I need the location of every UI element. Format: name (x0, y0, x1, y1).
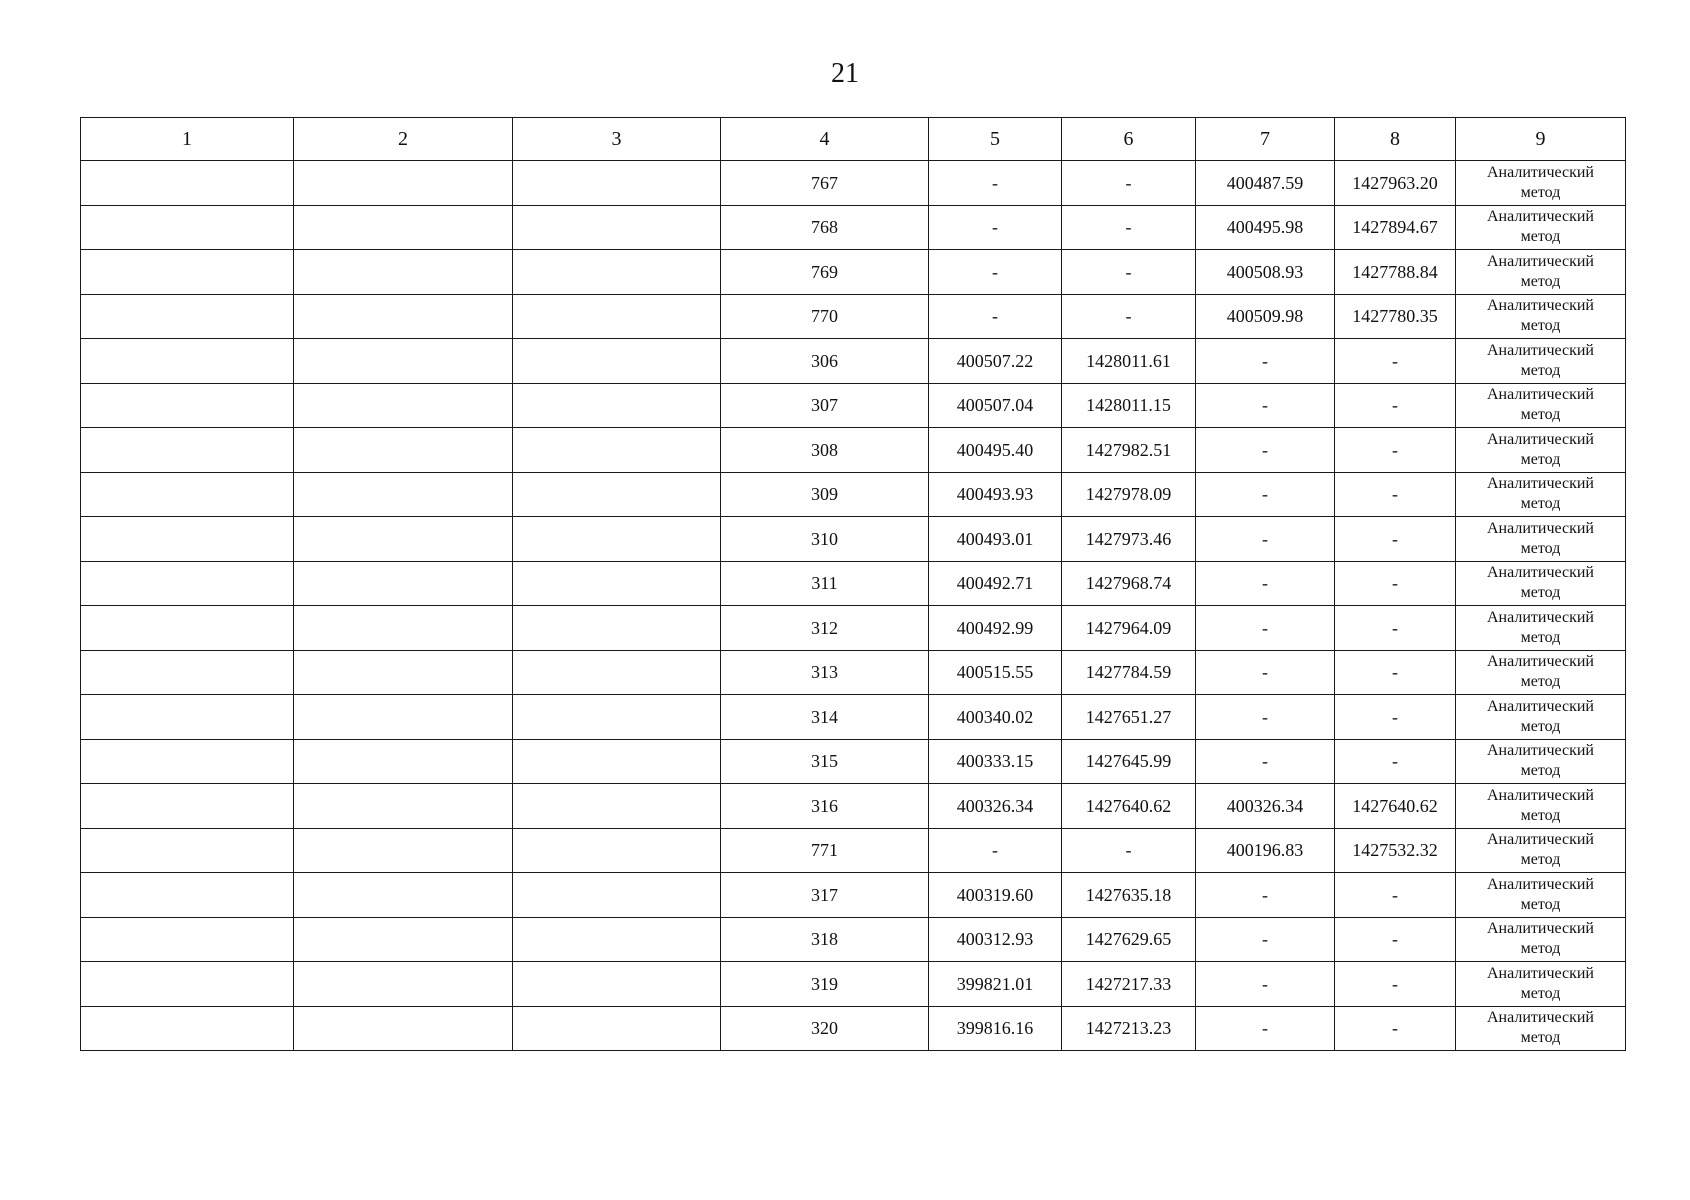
cell-y-new: - (1335, 962, 1456, 1007)
cell-col-3 (513, 383, 721, 428)
cell-y-old: 1428011.15 (1062, 383, 1196, 428)
cell-x-old: 400493.01 (929, 517, 1062, 562)
cell-point-number: 314 (721, 695, 929, 740)
cell-col-3 (513, 161, 721, 206)
cell-col-1 (81, 784, 294, 829)
cell-col-1 (81, 517, 294, 562)
cell-point-number: 317 (721, 873, 929, 918)
cell-x-new: - (1196, 873, 1335, 918)
cell-col-3 (513, 1006, 721, 1051)
cell-y-new: - (1335, 695, 1456, 740)
cell-x-old: 400507.22 (929, 339, 1062, 384)
cell-y-old: - (1062, 161, 1196, 206)
cell-y-new: - (1335, 1006, 1456, 1051)
cell-y-new: 1427532.32 (1335, 828, 1456, 873)
table-row (81, 828, 1626, 873)
cell-y-new: - (1335, 561, 1456, 606)
table-row (81, 428, 1626, 473)
cell-col-1 (81, 250, 294, 295)
method-text: Аналитический метод (1486, 742, 1594, 780)
cell-point-number: 767 (721, 161, 929, 206)
cell-x-new: 400495.98 (1196, 205, 1335, 250)
table-row (81, 650, 1626, 695)
cell-col-2 (294, 383, 513, 428)
cell-col-1 (81, 339, 294, 384)
cell-x-old: - (929, 250, 1062, 295)
cell-y-old: 1427784.59 (1062, 650, 1196, 695)
table-row (81, 517, 1626, 562)
cell-x-new: - (1196, 917, 1335, 962)
cell-x-old: 400495.40 (929, 428, 1062, 473)
cell-y-new: - (1335, 428, 1456, 473)
method-text: Аналитический метод (1486, 519, 1594, 557)
cell-col-3 (513, 517, 721, 562)
cell-y-new: 1427780.35 (1335, 294, 1456, 339)
cell-col-2 (294, 561, 513, 606)
cell-point-number: 770 (721, 294, 929, 339)
cell-x-new: - (1196, 561, 1335, 606)
method-text: Аналитический метод (1486, 430, 1594, 468)
cell-col-3 (513, 205, 721, 250)
cell-col-1 (81, 383, 294, 428)
cell-y-new: 1427963.20 (1335, 161, 1456, 206)
cell-x-old: 400312.93 (929, 917, 1062, 962)
cell-col-2 (294, 250, 513, 295)
cell-y-new: - (1335, 472, 1456, 517)
cell-y-old: 1427645.99 (1062, 739, 1196, 784)
cell-col-1 (81, 428, 294, 473)
cell-y-old: 1427964.09 (1062, 606, 1196, 651)
method-text: Аналитический метод (1486, 208, 1594, 246)
cell-col-1 (81, 561, 294, 606)
cell-col-2 (294, 695, 513, 740)
cell-method (1456, 739, 1626, 784)
cell-col-2 (294, 161, 513, 206)
cell-x-new: - (1196, 383, 1335, 428)
cell-method (1456, 1006, 1626, 1051)
cell-method (1456, 339, 1626, 384)
cell-x-new: - (1196, 428, 1335, 473)
column-header: 3 (513, 118, 721, 161)
cell-x-new: - (1196, 695, 1335, 740)
table-row (81, 561, 1626, 606)
cell-col-1 (81, 828, 294, 873)
table-row (81, 739, 1626, 784)
cell-y-old: 1427629.65 (1062, 917, 1196, 962)
method-text: Аналитический метод (1486, 475, 1594, 513)
cell-y-old: 1427640.62 (1062, 784, 1196, 829)
cell-x-new: 400196.83 (1196, 828, 1335, 873)
cell-col-3 (513, 917, 721, 962)
cell-y-new: - (1335, 606, 1456, 651)
cell-col-3 (513, 428, 721, 473)
method-text: Аналитический метод (1486, 920, 1594, 958)
cell-y-old: 1427968.74 (1062, 561, 1196, 606)
header-row (81, 118, 1626, 161)
cell-point-number: 320 (721, 1006, 929, 1051)
cell-col-3 (513, 339, 721, 384)
cell-y-old: - (1062, 294, 1196, 339)
page-number: 21 (831, 58, 859, 89)
column-header: 2 (294, 118, 513, 161)
cell-x-new: - (1196, 339, 1335, 384)
cell-col-1 (81, 962, 294, 1007)
cell-method (1456, 250, 1626, 295)
cell-x-old: 400515.55 (929, 650, 1062, 695)
cell-col-3 (513, 294, 721, 339)
cell-col-2 (294, 1006, 513, 1051)
cell-point-number: 319 (721, 962, 929, 1007)
cell-y-new: - (1335, 383, 1456, 428)
cell-col-1 (81, 650, 294, 695)
method-text: Аналитический метод (1486, 297, 1594, 335)
cell-y-old: 1427217.33 (1062, 962, 1196, 1007)
cell-x-new: - (1196, 517, 1335, 562)
cell-method (1456, 962, 1626, 1007)
cell-y-old: 1427651.27 (1062, 695, 1196, 740)
cell-col-1 (81, 161, 294, 206)
cell-y-new: - (1335, 517, 1456, 562)
table-row (81, 917, 1626, 962)
cell-x-old: - (929, 294, 1062, 339)
coordinates-table (80, 117, 1626, 1051)
method-text: Аналитический метод (1486, 341, 1594, 379)
cell-col-3 (513, 962, 721, 1007)
cell-method (1456, 828, 1626, 873)
cell-y-new: 1427894.67 (1335, 205, 1456, 250)
cell-point-number: 315 (721, 739, 929, 784)
cell-y-old: - (1062, 828, 1196, 873)
method-text: Аналитический метод (1486, 1009, 1594, 1047)
cell-col-1 (81, 472, 294, 517)
cell-x-new: - (1196, 739, 1335, 784)
cell-col-3 (513, 695, 721, 740)
table-row (81, 472, 1626, 517)
cell-method (1456, 606, 1626, 651)
cell-y-new: - (1335, 739, 1456, 784)
method-text: Аналитический метод (1486, 697, 1594, 735)
method-text: Аналитический метод (1486, 831, 1594, 869)
cell-col-1 (81, 294, 294, 339)
table-row (81, 294, 1626, 339)
cell-point-number: 306 (721, 339, 929, 384)
cell-y-old: - (1062, 205, 1196, 250)
cell-col-1 (81, 695, 294, 740)
table-row (81, 383, 1626, 428)
table-row (81, 250, 1626, 295)
table-header (81, 118, 1626, 161)
cell-x-old: 400333.15 (929, 739, 1062, 784)
cell-point-number: 310 (721, 517, 929, 562)
table-row (81, 784, 1626, 829)
cell-col-2 (294, 606, 513, 651)
cell-method (1456, 161, 1626, 206)
cell-method (1456, 205, 1626, 250)
cell-method (1456, 561, 1626, 606)
cell-x-old: - (929, 161, 1062, 206)
cell-x-new: - (1196, 1006, 1335, 1051)
method-text: Аналитический метод (1486, 252, 1594, 290)
table-row (81, 205, 1626, 250)
cell-col-1 (81, 1006, 294, 1051)
table-row (81, 695, 1626, 740)
cell-point-number: 308 (721, 428, 929, 473)
cell-method (1456, 294, 1626, 339)
table-row (81, 1006, 1626, 1051)
cell-point-number: 313 (721, 650, 929, 695)
cell-col-2 (294, 339, 513, 384)
cell-point-number: 768 (721, 205, 929, 250)
cell-col-3 (513, 650, 721, 695)
method-text: Аналитический метод (1486, 875, 1594, 913)
cell-col-2 (294, 650, 513, 695)
cell-x-old: - (929, 828, 1062, 873)
cell-x-new: 400508.93 (1196, 250, 1335, 295)
cell-x-old: 400340.02 (929, 695, 1062, 740)
column-header: 8 (1335, 118, 1456, 161)
cell-x-new: 400487.59 (1196, 161, 1335, 206)
cell-y-old: 1428011.61 (1062, 339, 1196, 384)
cell-col-2 (294, 294, 513, 339)
cell-method (1456, 695, 1626, 740)
cell-method (1456, 517, 1626, 562)
cell-point-number: 311 (721, 561, 929, 606)
cell-col-1 (81, 205, 294, 250)
cell-col-3 (513, 472, 721, 517)
cell-y-new: 1427640.62 (1335, 784, 1456, 829)
column-header: 4 (721, 118, 929, 161)
cell-x-old: 400326.34 (929, 784, 1062, 829)
cell-col-2 (294, 784, 513, 829)
cell-y-old: - (1062, 250, 1196, 295)
cell-col-2 (294, 917, 513, 962)
cell-col-3 (513, 828, 721, 873)
column-header: 1 (81, 118, 294, 161)
cell-x-old: 400492.99 (929, 606, 1062, 651)
cell-y-old: 1427973.46 (1062, 517, 1196, 562)
cell-x-new: - (1196, 650, 1335, 695)
cell-col-2 (294, 828, 513, 873)
cell-point-number: 769 (721, 250, 929, 295)
cell-y-old: 1427635.18 (1062, 873, 1196, 918)
cell-method (1456, 873, 1626, 918)
cell-x-old: - (929, 205, 1062, 250)
cell-point-number: 309 (721, 472, 929, 517)
cell-col-3 (513, 873, 721, 918)
table-row (81, 161, 1626, 206)
cell-col-2 (294, 873, 513, 918)
cell-x-old: 400319.60 (929, 873, 1062, 918)
cell-y-old: 1427982.51 (1062, 428, 1196, 473)
method-text: Аналитический метод (1486, 564, 1594, 602)
cell-x-old: 399821.01 (929, 962, 1062, 1007)
cell-point-number: 307 (721, 383, 929, 428)
cell-x-old: 399816.16 (929, 1006, 1062, 1051)
cell-col-2 (294, 472, 513, 517)
cell-x-new: - (1196, 472, 1335, 517)
method-text: Аналитический метод (1486, 163, 1594, 201)
cell-method (1456, 650, 1626, 695)
cell-col-2 (294, 428, 513, 473)
cell-col-1 (81, 917, 294, 962)
cell-x-new: - (1196, 962, 1335, 1007)
method-text: Аналитический метод (1486, 653, 1594, 691)
cell-col-2 (294, 962, 513, 1007)
cell-y-new: - (1335, 650, 1456, 695)
cell-x-new: 400326.34 (1196, 784, 1335, 829)
cell-y-new: 1427788.84 (1335, 250, 1456, 295)
cell-point-number: 318 (721, 917, 929, 962)
cell-x-old: 400493.93 (929, 472, 1062, 517)
method-text: Аналитический метод (1486, 386, 1594, 424)
cell-y-new: - (1335, 339, 1456, 384)
cell-col-3 (513, 739, 721, 784)
table-row (81, 339, 1626, 384)
cell-point-number: 312 (721, 606, 929, 651)
cell-y-old: 1427978.09 (1062, 472, 1196, 517)
cell-method (1456, 917, 1626, 962)
cell-col-1 (81, 606, 294, 651)
method-text: Аналитический метод (1486, 964, 1594, 1002)
table-row (81, 962, 1626, 1007)
cell-method (1456, 428, 1626, 473)
column-header: 5 (929, 118, 1062, 161)
cell-method (1456, 472, 1626, 517)
table-row (81, 873, 1626, 918)
table-body (81, 161, 1626, 1051)
cell-col-2 (294, 205, 513, 250)
cell-col-3 (513, 250, 721, 295)
cell-y-new: - (1335, 873, 1456, 918)
cell-col-3 (513, 606, 721, 651)
cell-x-old: 400492.71 (929, 561, 1062, 606)
column-header: 7 (1196, 118, 1335, 161)
column-header: 6 (1062, 118, 1196, 161)
column-header: 9 (1456, 118, 1626, 161)
cell-col-3 (513, 784, 721, 829)
cell-y-new: - (1335, 917, 1456, 962)
cell-col-3 (513, 561, 721, 606)
cell-x-old: 400507.04 (929, 383, 1062, 428)
cell-point-number: 771 (721, 828, 929, 873)
cell-col-2 (294, 517, 513, 562)
method-text: Аналитический метод (1486, 608, 1594, 646)
method-text: Аналитический метод (1486, 786, 1594, 824)
cell-method (1456, 383, 1626, 428)
cell-y-old: 1427213.23 (1062, 1006, 1196, 1051)
cell-x-new: 400509.98 (1196, 294, 1335, 339)
cell-method (1456, 784, 1626, 829)
cell-point-number: 316 (721, 784, 929, 829)
cell-col-2 (294, 739, 513, 784)
cell-col-1 (81, 739, 294, 784)
cell-x-new: - (1196, 606, 1335, 651)
cell-col-1 (81, 873, 294, 918)
table-row (81, 606, 1626, 651)
